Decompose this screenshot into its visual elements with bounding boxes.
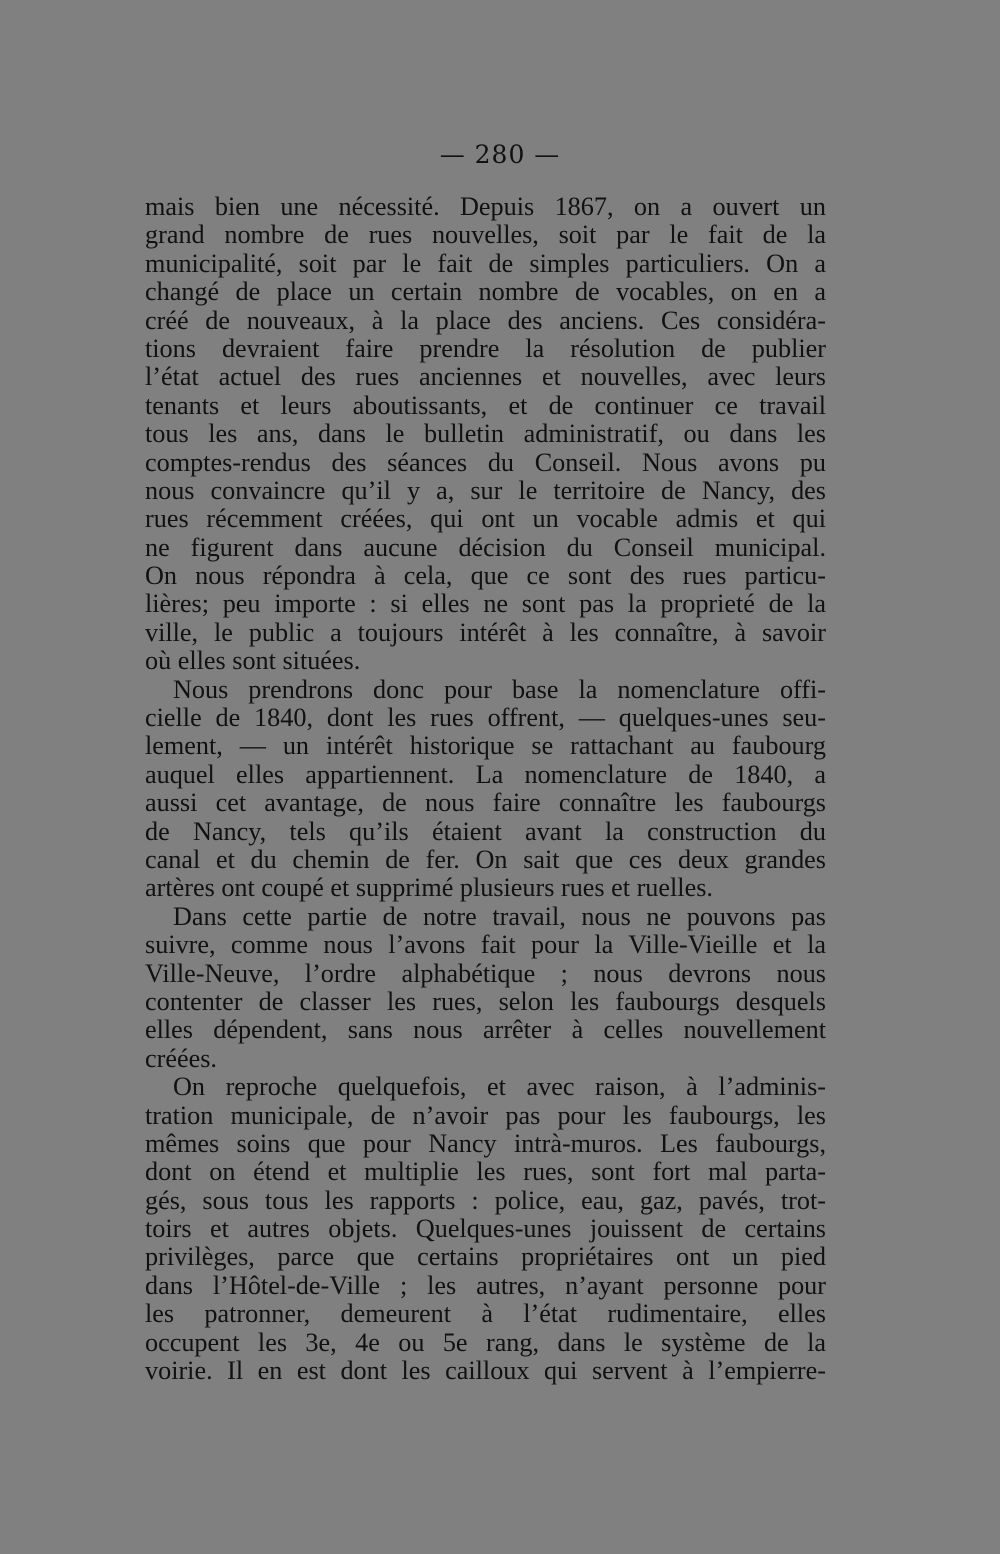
text-line: occupent les 3e, 4e ou 5e rang, dans le système de la: [145, 1327, 826, 1357]
text-line: Nous prendrons donc pour base la nomenclature offi-: [173, 674, 826, 704]
text-line: aussi cet avantage, de nous faire connaître les faubourgs: [145, 788, 826, 818]
text-line: mais bien une nécessité. Depuis 1867, on a ouvert un: [145, 192, 826, 221]
text-line: On nous répondra à cela, que ce sont des rues particu-: [145, 561, 826, 591]
text-line: Ville-Neuve, l’ordre alphabétique ; nous devrons nous: [145, 958, 826, 988]
text-line: tous les ans, dans le bulletin administratif, ou dans les: [145, 419, 826, 449]
text-line: municipalité, soit par le fait de simples particuliers. On a: [145, 248, 826, 278]
text-line: tenants et leurs aboutissants, et de continuer ce travail: [145, 390, 826, 420]
text-line: voirie. Il en est dont les cailloux qui servent à l’empierre-: [145, 1356, 826, 1386]
text-line: créé de nouveaux, à la place des anciens. Ces considéra-: [145, 305, 826, 335]
paragraph: [145, 1073, 826, 1385]
text-line: tration municipale, de n’avoir pas pour les faubourgs, les: [145, 1100, 826, 1130]
page-number: — 280 —: [439, 140, 561, 169]
text-line: lières; peu importe : si elles ne sont pas la proprieté de la: [145, 589, 826, 619]
text-line: gés, sous tous les rapports : police, eau, gaz, pavés, trot-: [145, 1185, 826, 1215]
text-line: On reproche quelquefois, et avec raison, à l’adminis-: [173, 1072, 826, 1102]
text-line: privilèges, parce que certains propriétaires ont un pied: [145, 1242, 826, 1272]
text-line: mêmes soins que pour Nancy intrà-muros. Les faubourgs,: [145, 1128, 826, 1158]
text-line: artères ont coupé et supprimé plusieurs rues et ruelles.: [145, 873, 713, 903]
text-line: dont on étend et multiplie les rues, sont fort mal parta-: [145, 1157, 826, 1187]
text-line: grand nombre de rues nouvelles, soit par le fait de la: [145, 220, 826, 250]
text-line: lement, — un intérêt historique se rattachant au faubourg: [145, 731, 826, 761]
text-line: cielle de 1840, dont les rues offrent, — quelques-unes seu-: [145, 703, 826, 733]
body-text: [145, 193, 826, 1385]
text-line: où elles sont situées.: [145, 646, 361, 676]
text-line: suivre, comme nous l’avons fait pour la Ville-Vieille et la: [145, 930, 826, 960]
text-line: toirs et autres objets. Quelques-unes jouissent de certains: [145, 1214, 826, 1244]
text-line: créées.: [145, 1043, 217, 1073]
paragraph: [145, 903, 826, 1073]
text-line: dans l’Hôtel-de-Ville ; les autres, n’ayant personne pour: [145, 1270, 826, 1300]
text-line: rues récemment créées, qui ont un vocable admis et qui: [145, 504, 826, 534]
text-line: les patronner, demeurent à l’état rudimentaire, elles: [145, 1299, 826, 1329]
text-line: canal et du chemin de fer. On sait que ces deux grandes: [145, 844, 826, 874]
text-line: contenter de classer les rues, selon les faubourgs desquels: [145, 986, 826, 1016]
text-line: tions devraient faire prendre la résolution de publier: [145, 333, 826, 363]
text-line: comptes-rendus des séances du Conseil. Nous avons pu: [145, 447, 826, 477]
text-line: auquel elles appartiennent. La nomenclature de 1840, a: [145, 759, 826, 789]
text-line: elles dépendent, sans nous arrêter à celles nouvellement: [145, 1015, 826, 1045]
text-line: ville, le public a toujours intérêt à les connaître, à savoir: [145, 617, 826, 647]
text-line: l’état actuel des rues anciennes et nouvelles, avec leurs: [145, 362, 826, 392]
text-line: Dans cette partie de notre travail, nous ne pouvons pas: [173, 901, 826, 931]
paragraph: [145, 676, 826, 903]
text-line: ne figurent dans aucune décision du Conseil municipal.: [145, 532, 826, 562]
text-line: changé de place un certain nombre de vocables, on en a: [145, 277, 826, 307]
paragraph: [145, 193, 826, 676]
text-line: de Nancy, tels qu’ils étaient avant la construction du: [145, 816, 826, 846]
text-line: nous convaincre qu’il y a, sur le territoire de Nancy, des: [145, 475, 826, 505]
